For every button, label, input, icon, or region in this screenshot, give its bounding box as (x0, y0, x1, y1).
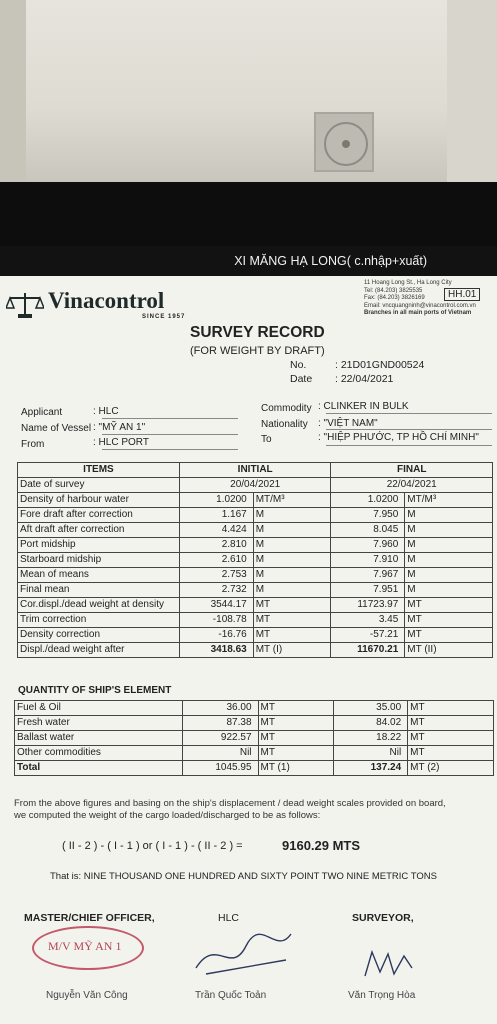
hlc-name: Trần Quốc Toản (195, 990, 267, 1001)
initial-value: 922.57 (182, 731, 258, 746)
table-row (18, 598, 493, 613)
final-value: 35.00 (334, 701, 408, 716)
final-value: 1.0200 (331, 493, 405, 508)
table-row (15, 761, 494, 776)
initial-unit: M (253, 508, 331, 523)
contact-line: 11 Hoang Long St., Ha Long City (364, 280, 452, 286)
initial-unit: MT/M³ (253, 493, 331, 508)
commodity-value: : CLINKER IN BULK (318, 401, 409, 412)
ventilation-fan-icon (314, 112, 374, 172)
underline (102, 449, 238, 450)
final-value: 7.951 (331, 583, 405, 598)
vessel-label: Name of Vessel (21, 423, 92, 434)
table-row (18, 523, 493, 538)
final-unit: M (405, 583, 493, 598)
table-row (18, 553, 493, 568)
initial-value: 1.167 (179, 508, 253, 523)
initial-value: 87.38 (182, 716, 258, 731)
row-item: Fuel & Oil (15, 701, 183, 716)
initial-unit: M (253, 553, 331, 568)
document-subtitle: (FOR WEIGHT BY DRAFT) (190, 345, 325, 357)
surveyor-signature-heading: SURVEYOR, (352, 912, 414, 924)
table-row (18, 568, 493, 583)
initial-unit: MT (253, 628, 331, 643)
initial-unit: M (253, 538, 331, 553)
final-value: 11723.97 (331, 598, 405, 613)
row-item: Final mean (18, 583, 180, 598)
column-header: FINAL (331, 463, 493, 478)
initial-value: -108.78 (179, 613, 253, 628)
initial-unit: M (253, 568, 331, 583)
record-no-value: : 21D01GND00524 (335, 359, 425, 371)
record-date-value: : 22/04/2021 (335, 373, 394, 385)
contact-line: Tel: (84.203) 3825535 (364, 287, 423, 294)
row-item: Port midship (18, 538, 180, 553)
initial-unit: MT (1) (258, 761, 334, 776)
table-header-row (18, 463, 493, 478)
initial-value: 2.610 (179, 553, 253, 568)
final-value: 7.910 (331, 553, 405, 568)
final-unit: MT (408, 701, 494, 716)
row-item: Density of harbour water (18, 493, 180, 508)
row-item: Density correction (18, 628, 180, 643)
final-value: 137.24 (334, 761, 408, 776)
final-unit: MT (II) (405, 643, 493, 658)
initial-unit: M (253, 523, 331, 538)
initial-value: 4.424 (179, 523, 253, 538)
final-unit: M (405, 553, 493, 568)
document-viewer[interactable] (0, 276, 497, 1024)
initial-value: 1045.95 (182, 761, 258, 776)
table-row (15, 731, 494, 746)
row-item: Fresh water (15, 716, 183, 731)
row-item: Total (15, 761, 183, 776)
computation-paragraph (14, 798, 446, 822)
vessel-value: : "MỸ AN 1" (93, 422, 146, 433)
formula-text: ( II - 2 ) - ( I - 1 ) or ( I - 1 ) - ( II - 2 ) = (62, 840, 243, 852)
to-label: To (261, 434, 272, 445)
initial-unit: MT (258, 716, 334, 731)
initial-date: 20/04/2021 (179, 478, 331, 493)
final-value: 11670.21 (331, 643, 405, 658)
row-item: Date of survey (18, 478, 180, 493)
initial-value: Nil (182, 746, 258, 761)
background-wall (0, 0, 497, 182)
initial-value: 1.0200 (179, 493, 253, 508)
final-unit: M (405, 538, 493, 553)
initial-value: 36.00 (182, 701, 258, 716)
final-value: 7.960 (331, 538, 405, 553)
result-value: 9160.29 MTS (282, 838, 361, 853)
final-unit: MT (405, 628, 493, 643)
row-item: Trim correction (18, 613, 180, 628)
hlc-signature (186, 926, 296, 978)
initial-value: 2.810 (179, 538, 253, 553)
final-unit: MT (405, 613, 493, 628)
window-titlebar (0, 246, 497, 276)
stamp-text: M/V MỸ AN 1 (48, 939, 122, 953)
table-row (15, 716, 494, 731)
initial-unit: MT (253, 598, 331, 613)
table-row (18, 613, 493, 628)
since-text: SINCE 1957 (142, 314, 186, 320)
initial-unit: MT (258, 701, 334, 716)
scales-icon (6, 290, 44, 320)
from-label: From (21, 439, 45, 450)
monitor-bezel (0, 182, 497, 246)
table-row (18, 478, 493, 493)
underline (326, 429, 492, 430)
initial-value: 3544.17 (179, 598, 253, 613)
branches-line: Branches in all main ports of Vietnam (364, 310, 472, 316)
final-date: 22/04/2021 (331, 478, 493, 493)
initial-value: 3418.63 (179, 643, 253, 658)
initial-unit: MT (253, 613, 331, 628)
column-header: INITIAL (179, 463, 331, 478)
table-row (15, 701, 494, 716)
applicant-label: Applicant (21, 407, 63, 418)
final-unit: M (405, 523, 493, 538)
wall-post (447, 0, 497, 182)
contact-line: Fax: (84.203) 3826169 (364, 295, 425, 301)
elements-table (14, 700, 494, 776)
paragraph-line: we computed the weight of the cargo loaded/discharged to be as follows: (14, 810, 321, 821)
document-title: SURVEY RECORD (190, 324, 325, 341)
row-item: Mean of means (18, 568, 180, 583)
table-row (18, 508, 493, 523)
final-value: 7.950 (331, 508, 405, 523)
table-row (18, 643, 493, 658)
paragraph-line: From the above figures and basing on the ship's displacement / dead weight scales provided on board, (14, 798, 446, 809)
nationality-label: Nationality (261, 419, 308, 430)
final-unit: MT (408, 746, 494, 761)
final-value: 18.22 (334, 731, 408, 746)
final-unit: MT (405, 598, 493, 613)
surveyor-name: Văn Trọng Hòa (348, 990, 416, 1001)
final-unit: MT (2) (408, 761, 494, 776)
record-no-label: No. (290, 359, 307, 371)
underline (326, 413, 492, 414)
amount-in-words: That is: NINE THOUSAND ONE HUNDRED AND SIXTY POINT TWO NINE METRIC TONS (50, 871, 437, 882)
company-name: Vinacontrol (48, 288, 165, 313)
nationality-value: : "VIỆT NAM" (318, 418, 378, 429)
hlc-signature-heading: HLC (218, 912, 240, 924)
row-item: Other commodities (15, 746, 183, 761)
row-item: Starboard midship (18, 553, 180, 568)
elements-heading: QUANTITY OF SHIP'S ELEMENT (18, 685, 172, 696)
final-unit: M (405, 508, 493, 523)
initial-unit: MT (258, 746, 334, 761)
final-unit: MT (408, 716, 494, 731)
table-row (18, 493, 493, 508)
underline (326, 445, 492, 446)
row-item: Displ./dead weight after (18, 643, 180, 658)
initial-value: -16.76 (179, 628, 253, 643)
initial-unit: MT (I) (253, 643, 331, 658)
draft-table (17, 462, 493, 658)
master-signature-heading: MASTER/CHIEF OFFICER, (24, 912, 155, 924)
contact-line: Email: vncquangninh@vinacontrol.com.vn (364, 302, 476, 309)
row-item: Fore draft after correction (18, 508, 180, 523)
vessel-stamp (32, 926, 144, 970)
wall-edge (0, 0, 26, 182)
applicant-value: : HLC (93, 406, 119, 417)
initial-value: 2.732 (179, 583, 253, 598)
from-value: : HLC PORT (93, 437, 149, 448)
form-code: HH.01 (444, 288, 480, 301)
commodity-label: Commodity (261, 403, 312, 414)
column-header: ITEMS (18, 463, 180, 478)
surveyor-signature (360, 946, 420, 982)
row-item: Cor.displ./dead weight at density (18, 598, 180, 613)
table-row (15, 746, 494, 761)
underline (102, 434, 238, 435)
final-value: 3.45 (331, 613, 405, 628)
final-value: -57.21 (331, 628, 405, 643)
final-unit: M (405, 568, 493, 583)
table-row (18, 628, 493, 643)
record-date-label: Date (290, 373, 313, 385)
final-value: Nil (334, 746, 408, 761)
window-title: XI MĂNG HẠ LONG( c.nhập+xuất) (234, 254, 427, 268)
final-unit: MT (408, 731, 494, 746)
initial-value: 2.753 (179, 568, 253, 583)
row-item: Ballast water (15, 731, 183, 746)
table-row (18, 538, 493, 553)
underline (102, 418, 238, 419)
final-value: 8.045 (331, 523, 405, 538)
final-value: 84.02 (334, 716, 408, 731)
initial-unit: MT (258, 731, 334, 746)
final-unit: MT/M³ (405, 493, 493, 508)
initial-unit: M (253, 583, 331, 598)
master-name: Nguyễn Văn Công (46, 990, 128, 1001)
row-item: Aft draft after correction (18, 523, 180, 538)
to-value: : "HIỆP PHƯỚC, TP HỒ CHÍ MINH" (318, 432, 479, 443)
final-value: 7.967 (331, 568, 405, 583)
table-row (18, 583, 493, 598)
